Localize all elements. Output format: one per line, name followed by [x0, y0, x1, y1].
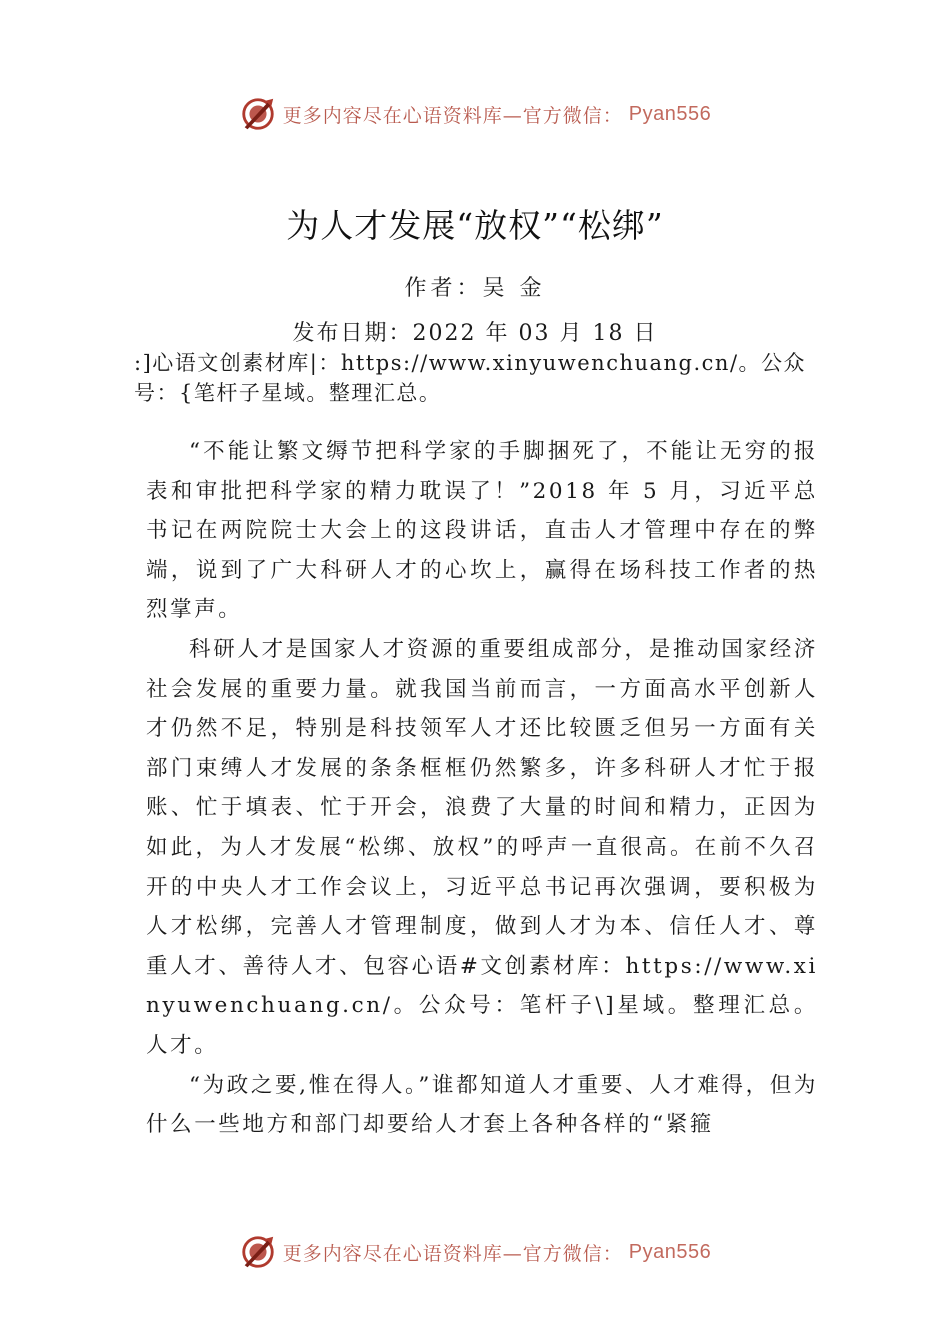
banner-text: 更多内容尽在心语资料库—官方微信：	[282, 1242, 623, 1265]
article-author: 作者：吴 金	[404, 276, 546, 301]
paragraph: “为政之要,惟在得人。”谁都知道人才重要、人才难得，但为什么一些地方和部门却要给人才套上各种各样的“紧箍	[146, 1072, 818, 1138]
banner-wechat-id: Pyan556	[628, 1240, 712, 1263]
article-pub-date: 发布日期：2022 年 03 月 18 日	[292, 321, 658, 346]
paragraph: 科研人才是国家人才资源的重要组成部分，是推动国家经济社会发展的重要力量。就我国当前而言，一方面高水平创新人才仍然不足，特别是科技领军人才还比较匮乏但另一方面有关部门束缚人才发展的条条框框仍然繁多，许多科研人才忙于报账、忙于填表、忙于开会，浪费了大量的时间和精力，正因为如此，为人才发展“松绑、放权”的呼声一直很高。在前不久召开的中央人才工作会议上，习近平总书记再次强调，要积极为人才松绑，完善人才管理制度，做到人才为本、信任人才、尊重人才、善待人才、包容心语#文创素材库：https://www.xinyuwenchuang.cn/。公众号：笔杆子\]星域。整理汇总。人才。	[146, 636, 818, 1058]
article-source-line: :]心语文创素材库|：https://www.xinyuwenchuang.cn/。公众号：{笔杆子星域。整理汇总。	[134, 351, 807, 405]
banner-text: 更多内容尽在心语资料库—官方微信：	[282, 104, 623, 127]
quill-seal-icon	[239, 95, 277, 133]
header-watermark-banner	[0, 92, 950, 136]
paragraph: “不能让繁文缛节把科学家的手脚捆死了，不能让无穷的报表和审批把科学家的精力耽误了！”2018 年 5 月，习近平总书记在两院院士大会上的这段讲话，直击人才管理中存在的弊端，说到了广大科研人才的心坎上，赢得在场科技工作者的热烈掌声。	[146, 439, 818, 623]
banner-wechat-id: Pyan556	[628, 102, 712, 125]
article-body	[146, 432, 818, 1145]
quill-seal-icon	[239, 1233, 277, 1271]
article-title: 为人才发展“放权”“松绑”	[286, 206, 664, 245]
footer-watermark-banner	[0, 1230, 950, 1274]
